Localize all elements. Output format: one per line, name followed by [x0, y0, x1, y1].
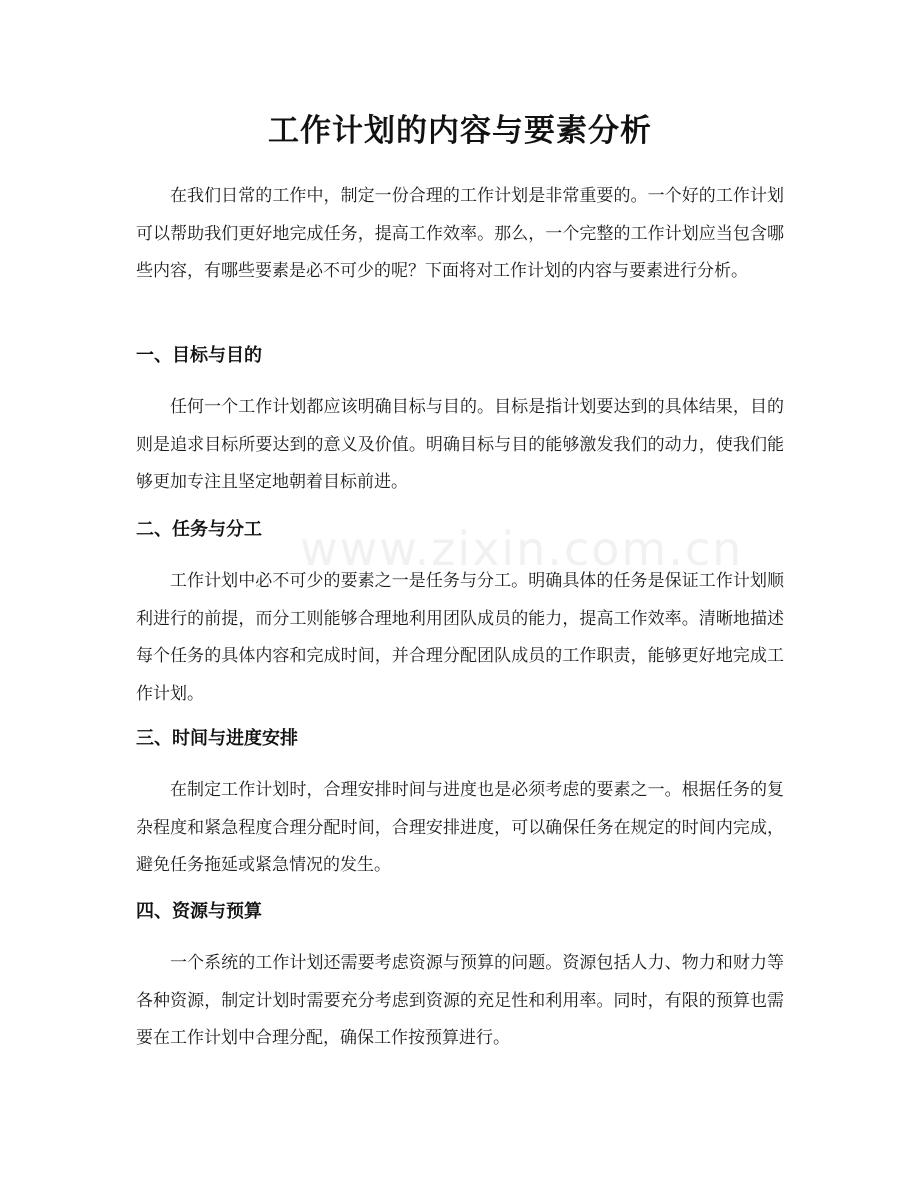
section-paragraph: 在制定工作计划时，合理安排时间与进度也是必须考虑的要素之一。根据任务的复杂程度和紧急程度合理分配时间，合理安排进度，可以确保任务在规定的时间内完成，避免任务拖延或紧急情况的发生。 — [136, 780, 784, 875]
section-heading: 四、资源与预算 — [136, 901, 262, 922]
section-paragraph: 任何一个工作计划都应该明确目标与目的。目标是指计划要达到的具体结果，目的则是追求目标所要达到的意义及价值。明确目标与目的能够激发我们的动力，使我们能够更加专注且坚定地朝着目标前进。 — [136, 397, 784, 492]
watermark-text: www.zixin.com.cn — [300, 522, 744, 576]
section-3-heading-block — [136, 724, 784, 754]
section-1-body-block — [136, 389, 784, 502]
document-title: 工作计划的内容与要素分析 — [268, 113, 652, 149]
section-4-body-block — [136, 945, 784, 1058]
section-4-heading-block — [136, 897, 784, 927]
section-1-heading-block — [136, 341, 784, 371]
section-2-heading-block — [136, 515, 784, 545]
section-heading: 一、目标与目的 — [136, 345, 262, 366]
section-paragraph: 一个系统的工作计划还需要考虑资源与预算的问题。资源包括人力、物力和财力等各种资源，制定计划时需要充分考虑到资源的充足性和利用率。同时，有限的预算也需要在工作计划中合理分配，确保工作按预算进行。 — [136, 953, 784, 1048]
section-3-body-block — [136, 772, 784, 885]
section-2-body-block — [136, 563, 784, 713]
intro-paragraph: 在我们日常的工作中，制定一份合理的工作计划是非常重要的。一个好的工作计划可以帮助我们更好地完成任务，提高工作效率。那么，一个完整的工作计划应当包含哪些内容，有哪些要素是必不可少的呢？下面将对工作计划的内容与要素进行分析。 — [136, 186, 784, 281]
section-heading: 二、任务与分工 — [136, 519, 262, 540]
section-paragraph: 工作计划中必不可少的要素之一是任务与分工。明确具体的任务是保证工作计划顺利进行的前提，而分工则能够合理地利用团队成员的能力，提高工作效率。清晰地描述每个任务的具体内容和完成时间，并合理分配团队成员的工作职责，能够更好地完成工作计划。 — [136, 571, 784, 704]
section-heading: 三、时间与进度安排 — [136, 728, 298, 749]
intro-block — [136, 178, 784, 291]
